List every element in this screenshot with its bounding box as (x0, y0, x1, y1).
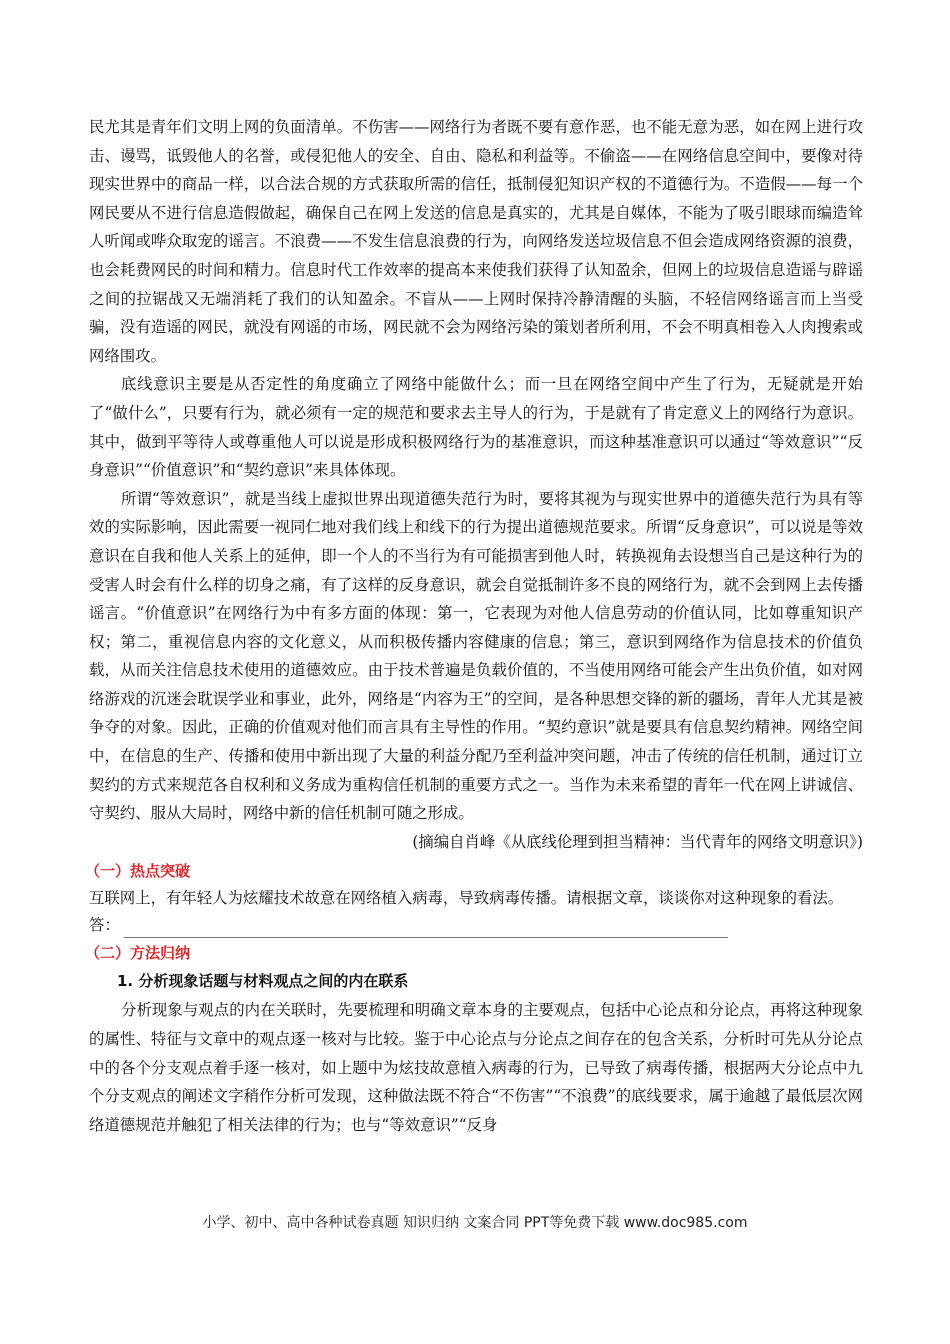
section-heading-method: （二）方法归纳 (85, 944, 191, 963)
question-text: 互联网上，有年轻人为炫耀技术故意在网络植入病毒，导致病毒传播。请根据文章，谈谈你对这种现象的看法。 (89, 888, 844, 907)
page-footer: 小学、初中、高中各种试卷真题 知识归纳 文案合同 PPT等免费下载 www.doc985.com (202, 1215, 748, 1231)
article-paragraph-3: 所谓“等效意识”，就是当线上虚拟世界出现道德失范行为时，要将其视为与现实世界中的道德失范行为具有等效的实际影响，因此需要一视同仁地对我们线上和线下的行为提出道德规范要求。所谓“反身意识”，可以说是等效意识在自我和他人关系上的延伸，即一个人的不当行为有可能损害到他人时，转换视角去设想当自己是这种行为的受害人时会有什么样的切身之痛，有了这样的反身意识，就会自觉抵制许多不良的网络行为，就不会到网上去传播谣言。“价值意识”在网络行为中有多方面的体现：第一，它表现为对他人信息劳动的价值认同，比如尊重知识产权；第二，重视信息内容的文化意义，从而积极传播内容健康的信息；第三，意识到网络作为信息技术的价值负载，从而关注信息技术使用的道德效应。由于技术普遍是负载价值的，不当使用网络可能会产生出负价值，如对网络游戏的沉迷会耽误学业和事业，此外，网络是“内容为王”的空间，是各种思想交锋的新的疆场，青年人尤其是被争夺的对象。因此，正确的价值观对他们而言具有主导性的作用。“契约意识”就是要具有信息契约精神。网络空间中，在信息的生产、传播和使用中新出现了大量的利益分配乃至利益冲突问题，冲击了传统的信任机制，通过订立契约的方式来规范各自权利和义务成为重构信任机制的重要方式之一。当作为未来希望的青年一代在网上讲诚信、守契约、服从大局时，网络中新的信任机制可随之形成。 (89, 489, 863, 823)
article-body (85, 113, 863, 1139)
section-heading-hotspot: （一）热点突破 (85, 861, 191, 880)
method-subheading: 1. 分析现象话题与材料观点之间的内在联系 (117, 972, 409, 991)
article-paragraph-2: 底线意识主要是从否定性的角度确立了网络中能做什么；而一旦在网络空间中产生了行为，无疑就是开始了“做什么”，只要有行为，就必须有一定的规范和要求去主导人的行为，于是就有了肯定意义上的网络行为意识。其中，做到平等待人或尊重他人可以说是形成积极网络行为的基准意识，而这种基准意识可以通过“等效意识”“反身意识”“价值意识”和“契约意识”来具体体现。 (89, 375, 863, 480)
answer-underline[interactable] (124, 921, 728, 938)
article-paragraph-1: 民尤其是青年们文明上网的负面清单。不伤害——网络行为者既不要有意作恶，也不能无意为恶，如在网上进行攻击、谩骂，诋毁他人的名誉，或侵犯他人的安全、自由、隐私和利益等。不偷盗——在网络信息空间中，要像对待现实世界中的商品一样，以合法合规的方式获取所需的信任，抵制侵犯知识产权的不道德行为。不造假——每一个网民要从不进行信息造假做起，确保自己在网上发送的信息是真实的，尤其是自媒体，不能为了吸引眼球而编造耸人听闻或哗众取宠的谣言。不浪费——不发生信息浪费的行为，向网络发送垃圾信息不但会造成网络资源的浪费，也会耗费网民的时间和精力。信息时代工作效率的提高本来使我们获得了认知盈余，但网上的垃圾信息造谣与辟谣之间的拉锯战又无端消耗了我们的认知盈余。不盲从——上网时保持冷静清醒的头脑，不轻信网络谣言而上当受骗，没有造谣的网民，就没有网谣的市场，网民就不会为网络污染的策划者所利用，不会不明真相卷入人肉搜索或网络围攻。 (89, 118, 863, 365)
answer-label: 答： (89, 916, 120, 935)
method-paragraph: 分析现象与观点的内在关联时，先要梳理和明确文章本身的主要观点，包括中心论点和分论点，再将这种现象的属性、特征与文章中的观点逐一核对与比较。鉴于中心论点与分论点之间存在的包含关系，分析时可先从分论点中的各个分支观点着手逐一核对，如上题中为炫技故意植入病毒的行为，已导致了病毒传播，根据两大分论点中九个分支观点的阐述文字稍作分析可发现，这种做法既不符合“不伤害”“不浪费”的底线要求，属于逾越了最低层次网络道德规范并触犯了相关法律的行为；也与“等效意识”“反身 (89, 1001, 863, 1134)
source-citation: (摘编自肖峰《从底线伦理到担当精神：当代青年的网络文明意识》) (412, 832, 863, 851)
answer-area[interactable] (89, 912, 863, 938)
